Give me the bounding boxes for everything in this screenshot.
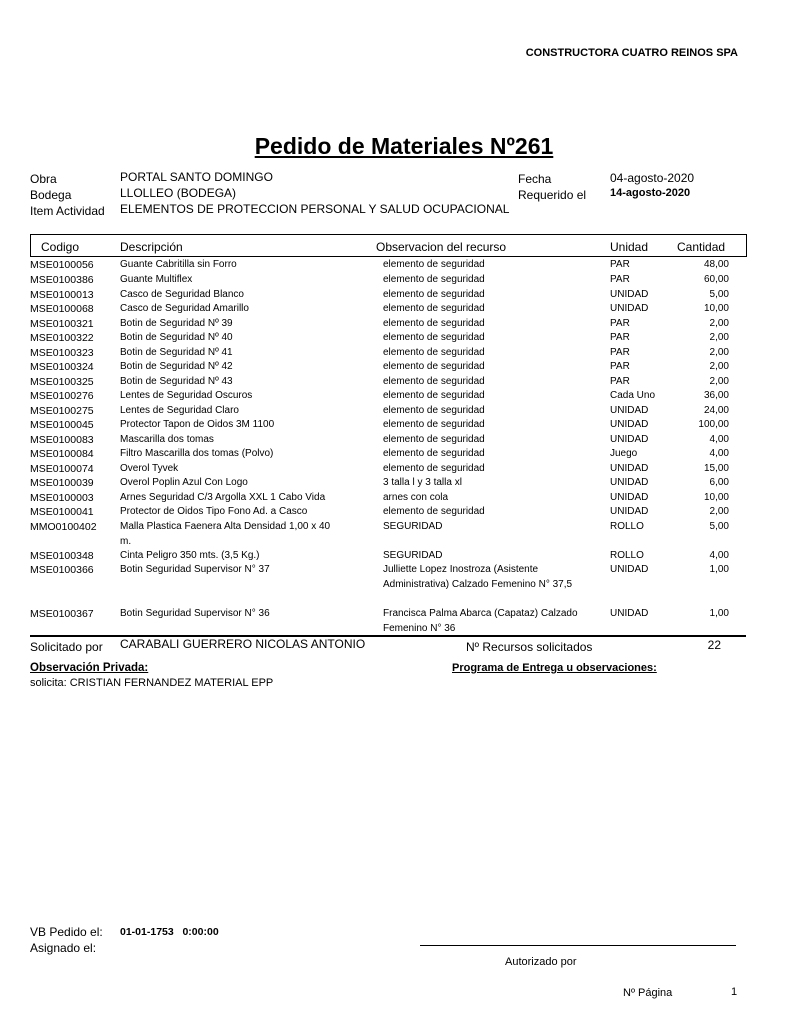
item-observation: elemento de seguridad: [383, 405, 485, 416]
recursos-label: Nº Recursos solicitados: [466, 640, 593, 654]
item-unit: PAR: [610, 332, 630, 343]
item-description: Botin de Seguridad Nº 41: [120, 347, 233, 358]
item-unit: Cada Uno: [610, 390, 656, 401]
item-unit: UNIDAD: [610, 506, 649, 517]
header-observacion: Observacion del recurso: [376, 240, 507, 254]
item-unit: PAR: [610, 274, 630, 285]
item-observation: elemento de seguridad: [383, 376, 485, 387]
item-quantity: 1,00: [709, 564, 729, 575]
item-code: MSE0100013: [30, 289, 94, 301]
item-unit: UNIDAD: [610, 564, 649, 575]
item-code: MSE0100068: [30, 303, 94, 315]
item-code: MSE0100074: [30, 463, 94, 475]
item-quantity: 2,00: [709, 376, 729, 387]
item-quantity: 100,00: [698, 419, 729, 430]
bodega-value: LLOLLEO (BODEGA): [120, 186, 237, 200]
item-quantity: 2,00: [709, 318, 729, 329]
item-description: Botin Seguridad Supervisor N° 37: [120, 564, 270, 575]
item-unit: UNIDAD: [610, 434, 649, 445]
item-code: MSE0100386: [30, 274, 94, 286]
item-unit: UNIDAD: [610, 492, 649, 503]
item-quantity: 4,00: [709, 448, 729, 459]
item-observation: elemento de seguridad: [383, 434, 485, 445]
item-code: MMO0100402: [30, 521, 97, 533]
header-unidad: Unidad: [610, 240, 649, 254]
item-code: MSE0100041: [30, 506, 94, 518]
item-code: MSE0100325: [30, 376, 94, 388]
obra-value: PORTAL SANTO DOMINGO: [120, 170, 273, 184]
item-observation: SEGURIDAD: [383, 550, 443, 561]
item-code: MSE0100322: [30, 332, 94, 344]
item-quantity: 2,00: [709, 361, 729, 372]
item-description: Malla Plastica Faenera Alta Densidad 1,00 x 40 m.: [120, 521, 331, 547]
requerido-value: 14-agosto-2020: [610, 187, 691, 199]
item-unit: UNIDAD: [610, 405, 649, 416]
item-description: Botin Seguridad Supervisor N° 36: [120, 608, 270, 619]
item-code: MSE0100324: [30, 361, 94, 373]
item-unit: ROLLO: [610, 550, 644, 561]
item-observation: SEGURIDAD: [383, 521, 443, 532]
item-quantity: 5,00: [709, 289, 729, 300]
item-description: Guante Cabritilla sin Forro: [120, 259, 237, 270]
item-code: MSE0100367: [30, 608, 94, 620]
observacion-privada-label: Observación Privada:: [30, 662, 149, 674]
item-unit: PAR: [610, 347, 630, 358]
pagina-value: 1: [731, 986, 738, 998]
item-code: MSE0100321: [30, 318, 94, 330]
item-unit: PAR: [610, 376, 630, 387]
item-code: MSE0100366: [30, 564, 94, 576]
item-quantity: 6,00: [709, 477, 729, 488]
item-observation: elemento de seguridad: [383, 347, 485, 358]
header-cantidad: Cantidad: [677, 240, 726, 254]
item-description: Overol Poplin Azul Con Logo: [120, 477, 248, 488]
item-unit: UNIDAD: [610, 463, 649, 474]
bodega-label: Bodega: [30, 188, 72, 202]
item-observation: Francisca Palma Abarca (Capataz) Calzado Femenino N° 36: [383, 608, 578, 634]
item-code: MSE0100275: [30, 405, 94, 417]
item-unit: PAR: [610, 318, 630, 329]
vb-pedido-value: 01-01-1753 0:00:00: [120, 926, 219, 938]
item-description: Cinta Peligro 350 mts. (3,5 Kg.): [120, 550, 260, 561]
item-observation: elemento de seguridad: [383, 289, 485, 300]
item-code: MSE0100348: [30, 550, 94, 562]
item-observation: elemento de seguridad: [383, 259, 485, 270]
item-code: MSE0100056: [30, 259, 94, 271]
fecha-label: Fecha: [518, 172, 552, 186]
header-codigo: Codigo: [41, 240, 80, 254]
item-observation: arnes con cola: [383, 492, 449, 503]
item-quantity: 4,00: [709, 434, 729, 445]
item-observation: elemento de seguridad: [383, 361, 485, 372]
programa-entrega-label: Programa de Entrega u observaciones:: [452, 662, 657, 674]
recursos-value: 22: [707, 638, 721, 652]
header-descripcion: Descripción: [120, 240, 183, 254]
item-observation: elemento de seguridad: [383, 463, 485, 474]
item-description: Botin de Seguridad Nº 42: [120, 361, 233, 372]
item-quantity: 4,00: [709, 550, 729, 561]
item-observation: elemento de seguridad: [383, 318, 485, 329]
item-actividad-value: ELEMENTOS DE PROTECCION PERSONAL Y SALUD OCUPACIONAL: [120, 202, 510, 216]
item-code: MSE0100083: [30, 434, 94, 446]
item-observation: 3 talla l y 3 talla xl: [383, 477, 462, 488]
item-quantity: 1,00: [709, 608, 729, 619]
item-unit: UNIDAD: [610, 608, 649, 619]
item-code: MSE0100323: [30, 347, 94, 359]
item-description: Protector Tapon de Oidos 3M 1100: [120, 419, 275, 430]
item-description: Casco de Seguridad Amarillo: [120, 303, 249, 314]
vb-pedido-label: VB Pedido el:: [30, 925, 103, 939]
item-quantity: 24,00: [703, 405, 729, 416]
item-unit: UNIDAD: [610, 477, 649, 488]
pagina-label: Nº Página: [623, 987, 673, 999]
item-description: Casco de Seguridad Blanco: [120, 289, 244, 300]
item-quantity: 10,00: [703, 492, 729, 503]
observacion-privada-value: solicita: CRISTIAN FERNANDEZ MATERIAL EPP: [30, 677, 274, 689]
item-description: Guante Multiflex: [120, 274, 193, 285]
page-title: Pedido de Materiales Nº261: [254, 133, 554, 159]
item-unit: UNIDAD: [610, 289, 649, 300]
autorizado-label: Autorizado por: [505, 956, 577, 968]
item-observation: elemento de seguridad: [383, 274, 485, 285]
item-unit: UNIDAD: [610, 303, 649, 314]
item-description: Filtro Mascarilla dos tomas (Polvo): [120, 448, 274, 459]
item-quantity: 2,00: [709, 347, 729, 358]
item-code: MSE0100003: [30, 492, 94, 504]
item-observation: elemento de seguridad: [383, 303, 485, 314]
item-quantity: 60,00: [703, 274, 729, 285]
item-quantity: 15,00: [703, 463, 729, 474]
item-description: Lentes de Seguridad Claro: [120, 405, 239, 416]
item-observation: elemento de seguridad: [383, 390, 485, 401]
item-observation: elemento de seguridad: [383, 332, 485, 343]
item-unit: UNIDAD: [610, 419, 649, 430]
item-description: Mascarilla dos tomas: [120, 434, 214, 445]
requerido-label: Requerido el: [518, 188, 587, 202]
item-quantity: 2,00: [709, 506, 729, 517]
item-quantity: 10,00: [703, 303, 729, 314]
item-description: Lentes de Seguridad Oscuros: [120, 390, 253, 401]
signature-line: [420, 945, 736, 946]
item-code: MSE0100045: [30, 419, 94, 431]
item-description: Botin de Seguridad Nº 40: [120, 332, 233, 343]
item-actividad-label: Item Actividad: [30, 204, 105, 218]
item-observation: elemento de seguridad: [383, 419, 485, 430]
item-description: Protector de Oidos Tipo Fono Ad. a Casco: [120, 506, 308, 517]
company-name: CONSTRUCTORA CUATRO REINOS SPA: [525, 47, 738, 59]
item-quantity: 36,00: [703, 390, 729, 401]
item-quantity: 48,00: [703, 259, 729, 270]
item-code: MSE0100084: [30, 448, 94, 460]
item-quantity: 2,00: [709, 332, 729, 343]
item-description: Botin de Seguridad Nº 39: [120, 318, 233, 329]
solicitado-label: Solicitado por: [30, 640, 103, 654]
fecha-value: 04-agosto-2020: [610, 171, 695, 185]
item-unit: PAR: [610, 361, 630, 372]
item-description: Botin de Seguridad Nº 43: [120, 376, 233, 387]
item-unit: PAR: [610, 259, 630, 270]
item-code: MSE0100039: [30, 477, 94, 489]
item-description: Arnes Seguridad C/3 Argolla XXL 1 Cabo Vida: [120, 492, 326, 503]
item-unit: ROLLO: [610, 521, 644, 532]
obra-label: Obra: [30, 172, 57, 186]
item-observation: elemento de seguridad: [383, 506, 485, 517]
item-quantity: 5,00: [709, 521, 729, 532]
item-observation: elemento de seguridad: [383, 448, 485, 459]
solicitado-value: CARABALI GUERRERO NICOLAS ANTONIO: [120, 637, 366, 651]
asignado-label: Asignado el:: [30, 941, 97, 955]
item-description: Overol Tyvek: [120, 463, 179, 474]
item-observation: Julliette Lopez Inostroza (Asistente Administrativa) Calzado Femenino N° 37,5: [383, 564, 573, 590]
header-divider: [30, 256, 746, 257]
item-code: MSE0100276: [30, 390, 94, 402]
item-unit: Juego: [610, 448, 638, 459]
